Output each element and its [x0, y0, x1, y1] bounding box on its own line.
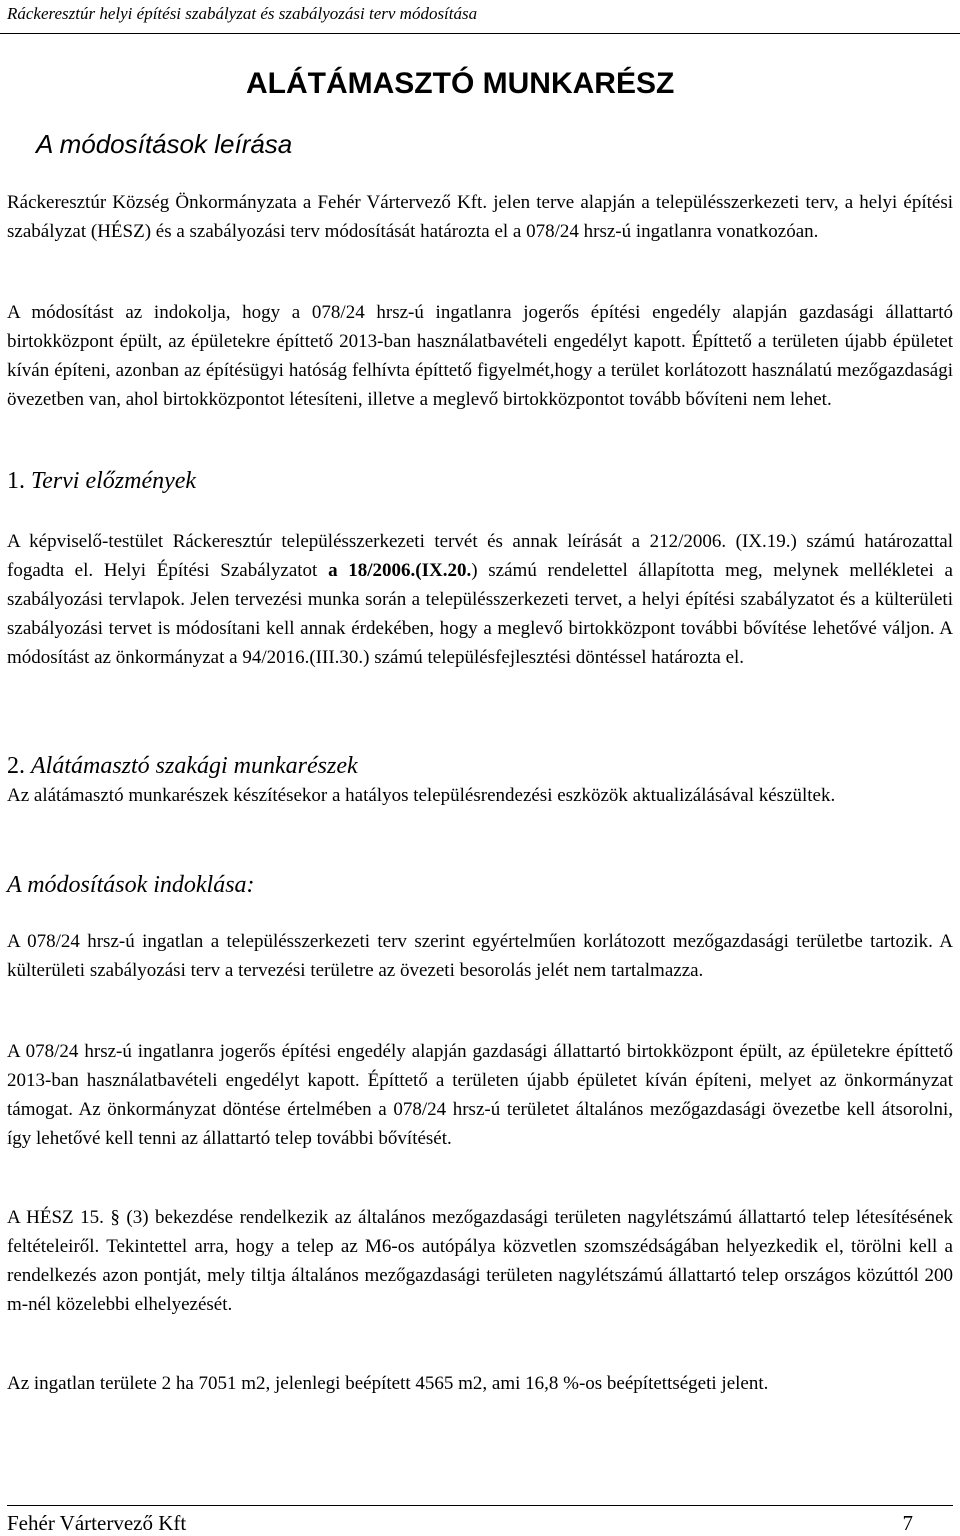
section-1-title: Tervi előzmények [31, 468, 197, 494]
section-1-heading [7, 466, 196, 496]
document-title: ALÁTÁMASZTÓ MUNKARÉSZ [246, 67, 675, 100]
section-3-paragraph-4: Az ingatlan területe 2 ha 7051 m2, jelenlegi beépített 4565 m2, ami 16,8 %-os beépítettségeti jelent. [7, 1373, 769, 1394]
section-3-paragraph-1: A 078/24 hrsz-ú ingatlan a településszerkezeti terv szerint egyértelműen korlátozott mezőgazdasági területbe tartozik. A külterületi szabályozási terv a tervezési területre az övezeti besorolás jelét nem tartalmazza. [7, 931, 953, 981]
running-header-title: Ráckeresztúr helyi építési szabályzat és szabályozási terv módosítása [7, 4, 478, 23]
footer-divider [7, 1505, 953, 1506]
section-1-number: 1. [7, 468, 25, 494]
section-2-heading [7, 751, 358, 781]
section-3-heading: A módosítások indoklása: [7, 872, 255, 898]
section-1-text-a: A képviselő-testület Ráckeresztúr településszerkezeti tervét és annak leírását a 212/2006. (IX.19.) számú határozattal fogadta el. Helyi Építési Szabályzatot [7, 531, 953, 581]
section-3-paragraph-3: A HÉSZ 15. § (3) bekezdése rendelkezik az általános mezőgazdasági területen nagylétszámú állattartó telep létesítésének feltételeiről. Tekintettel arra, hogy a telep az M6-os autópálya közvetlen szomszédságában helyezkedik el, törölni kell a rendelkezés azon pontját, mely tiltja általános mezőgazdasági területen nagylétszámú állattartó telep országos közúttól 200 m-nél közelebbi elhelyezését. [7, 1207, 953, 1315]
running-header [0, 0, 960, 34]
section-1-decree-reference: a 18/2006.(IX.20. [328, 560, 472, 581]
section-2-paragraph: Az alátámasztó munkarészek készítésekor a hatályos településrendezési eszközök aktualizálásával készültek. [7, 785, 836, 806]
section-1-paragraph [7, 527, 953, 672]
footer-page-number: 7 [902, 1511, 913, 1535]
intro-paragraph-1: Ráckeresztúr Község Önkormányzata a Fehér Vártervező Kft. jelen terve alapján a településszerkezeti terv, a helyi építési szabályzat (HÉSZ) és a szabályozási terv módosítását határozta el a 078/24 hrsz-ú ingatlanra vonatkozóan. [7, 192, 953, 242]
section-3-paragraph-2: A 078/24 hrsz-ú ingatlanra jogerős építési engedély alapján gazdasági állattartó birtokközpont épült, az épületekre építtető 2013-ban használatbavételi engedélyt kapott. Építtető a területen újabb épületet kíván építeni, melyet az önkormányzat támogat. Az önkormányzat döntése értelmében a 078/24 hrsz-ú területet általános mezőgazdasági övezetbe kell átsorolni, így lehetővé kell tenni az állattartó telep további bővítését. [7, 1041, 953, 1149]
section-2-title: Alátámasztó szakági munkarészek [31, 753, 358, 779]
footer-company: Fehér Vártervező Kft [7, 1511, 187, 1535]
section-1-text-b: ) számú rendelettel állapította meg, melynek mellékletei a szabályozási tervlapok. Jelen tervezési munka során a településszerkezeti tervet, a helyi építési szabályzatot és a külterületi szabályozási tervet is módosítani kell annak érdekében, hogy a meglevő birtokközpont további bővítése lehetővé váljon. A módosítást az önkormányzat a 94/2016.(III.30.) számú településfejlesztési döntéssel határozta el. [7, 560, 953, 668]
intro-paragraph-2: A módosítást az indokolja, hogy a 078/24 hrsz-ú ingatlanra jogerős építési engedély alapján gazdasági állattartó birtokközpont épült, az épületekre építtető 2013-ban használatbavételi engedélyt kapott. Építtető a területen újabb épületet kíván építeni, azonban az építésügyi hatóság felhívta építtető figyelmét,hogy a terület korlátozott használatú mezőgazdasági övezetben van, ahol birtokközpontot létesíteni, illetve a meglevő birtokközpontot tovább bővíteni nem lehet. [7, 302, 953, 410]
section-2-number: 2. [7, 753, 25, 779]
document-subtitle: A módosítások leírása [36, 129, 293, 159]
